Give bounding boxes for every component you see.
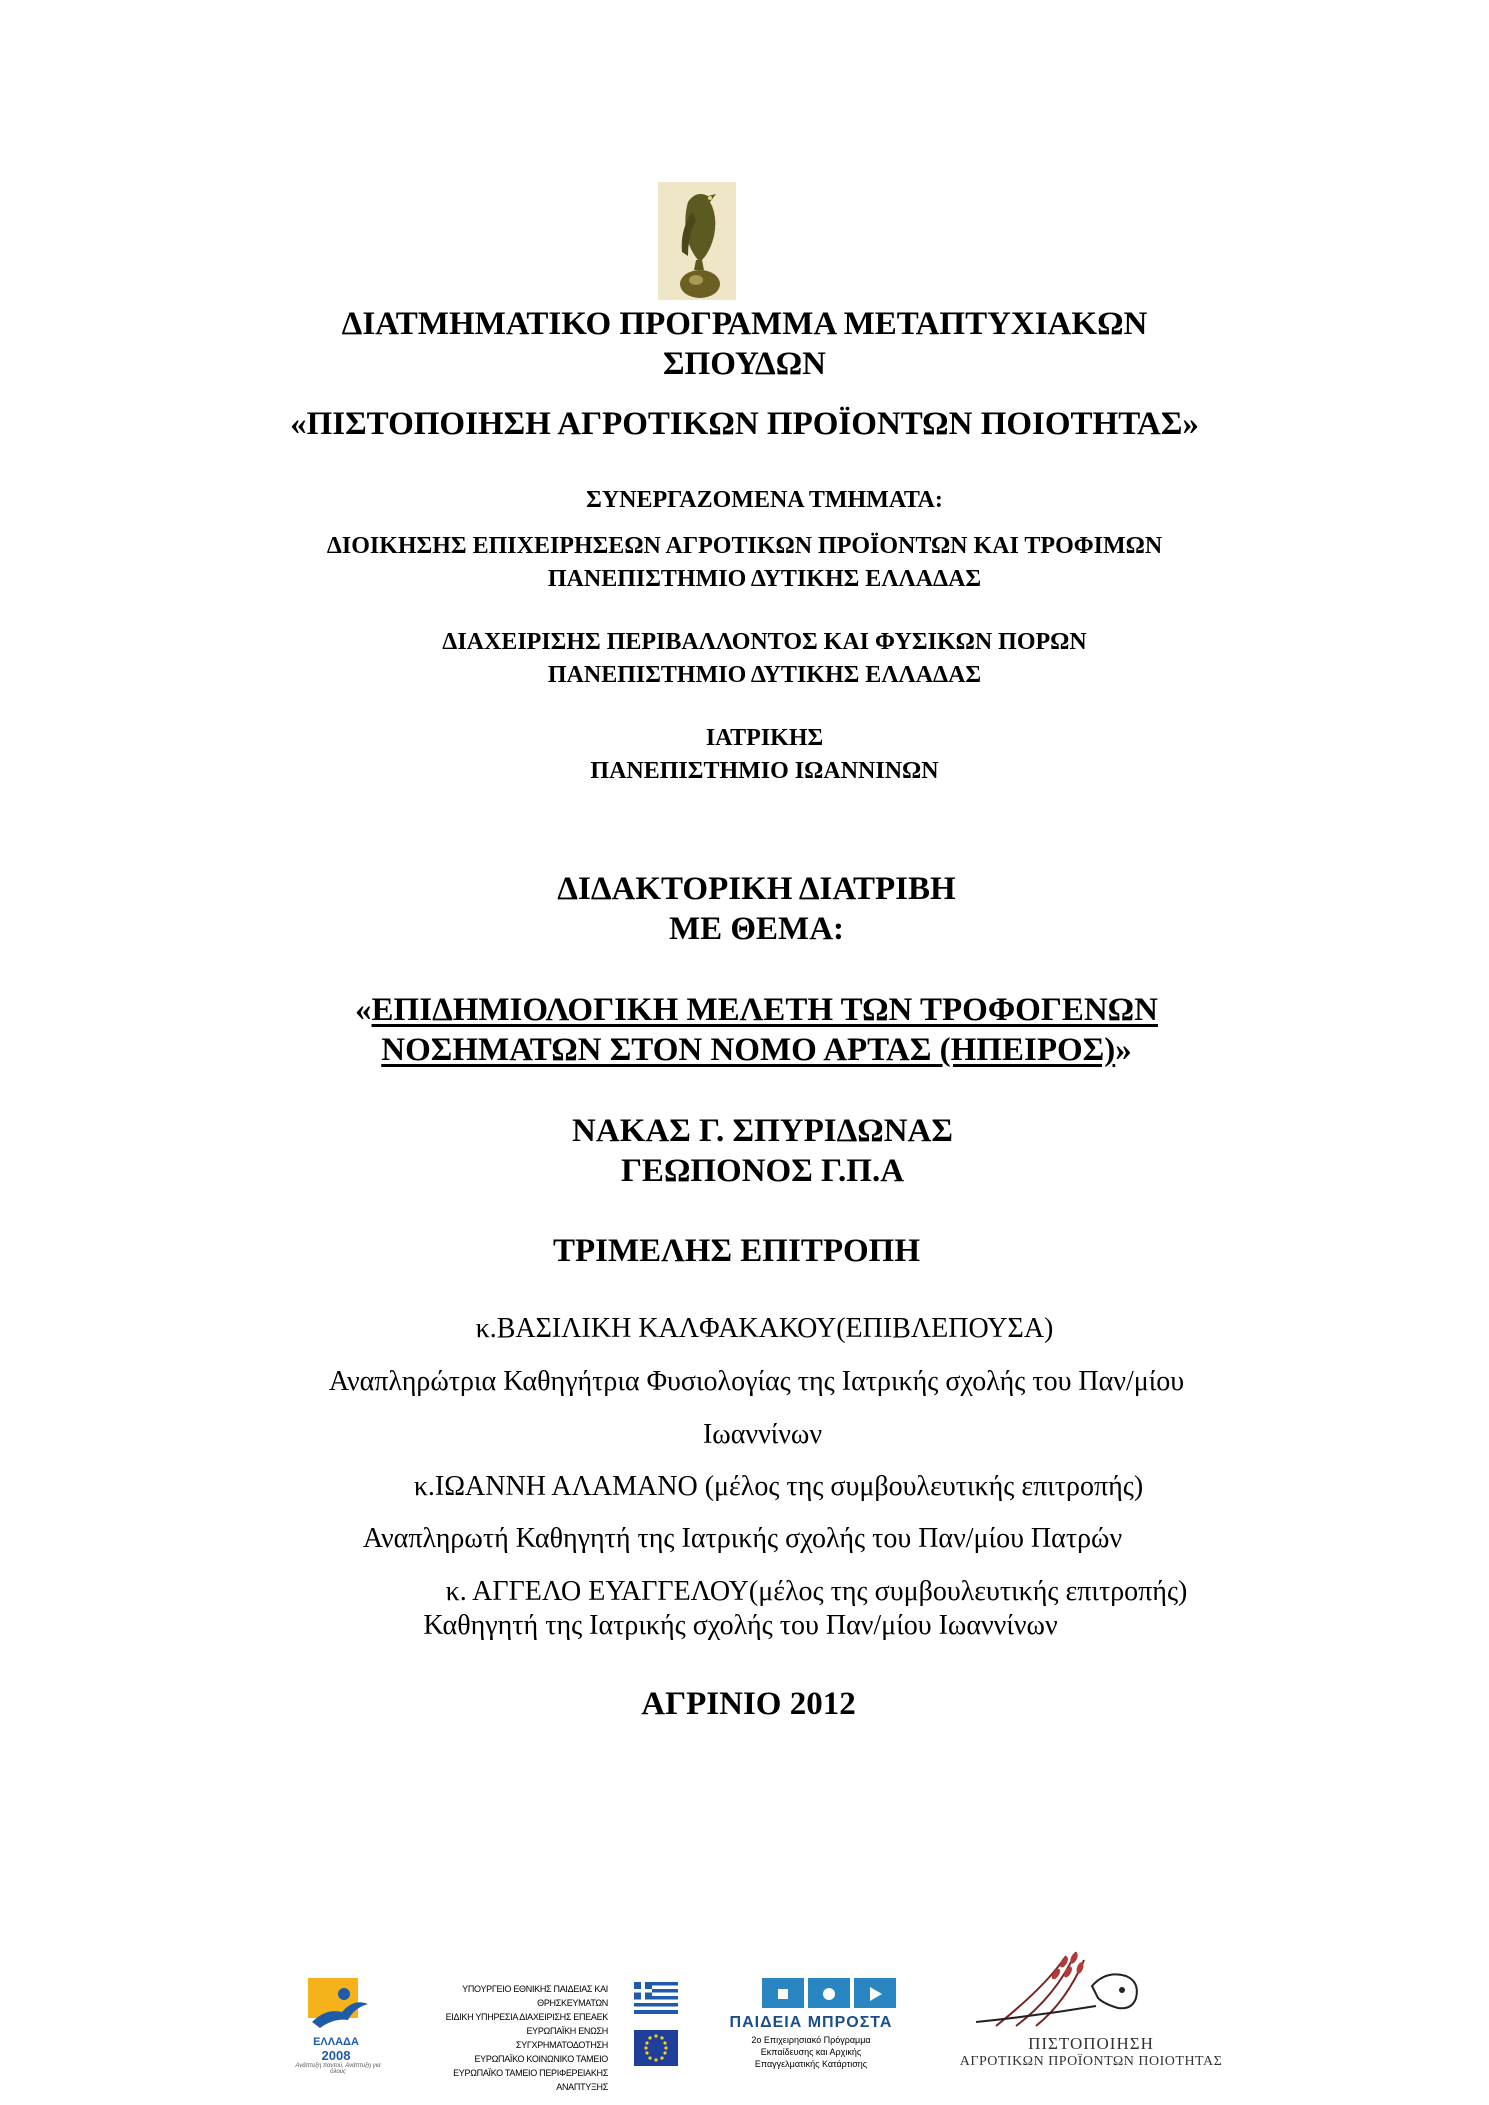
ministry-line-5: ΕΥΡΩΠΑΪΚΟ ΚΟΙΝΩΝΙΚΟ ΤΑΜΕΙΟ	[474, 2054, 608, 2064]
committee-member-1: κ.ΒΑΣΙΛΙΚΗ ΚΑΛΦΑΚΑΚΟΥ(ΕΠΙΒΛΕΠΟΥΣΑ)	[475, 1313, 1054, 1344]
paideia-title: ΠΑΙΔΕΙΑ ΜΠΡΟΣΤΑ	[729, 2014, 893, 2031]
department-3-name: ΙΑΤΡΙΚΗΣ	[705, 725, 824, 751]
thesis-type-line2: ΜΕ ΘΕΜΑ:	[668, 911, 845, 947]
thesis-title-line2	[12, 1032, 1489, 1069]
place-year: ΑΓΡΙΝΙΟ 2012	[641, 1686, 856, 1722]
paideia-line-1: 2ο Επιχειρησιακό Πρόγραμμα	[751, 2035, 871, 2045]
department-2-name: ΔΙΑΧΕΙΡΙΣΗΣ ΠΕΡΙΒΑΛΛΟΝΤΟΣ ΚΑΙ ΦΥΣΙΚΩΝ ΠΟΡΩΝ	[442, 629, 1087, 655]
ministry-block	[408, 1982, 608, 2092]
department-1-university: ΠΑΝΕΠΙΣΤΗΜΙΟ ΔΥΤΙΚΗΣ ΕΛΛΑΔΑΣ	[547, 566, 982, 592]
department-1-name: ΔΙΟΙΚΗΣΗΣ ΕΠΙΧΕΙΡΗΣΕΩΝ ΑΓΡΟΤΙΚΩΝ ΠΡΟΪΟΝΤΩΝ ΚΑΙ ΤΡΟΦΙΜΩΝ	[326, 533, 1163, 559]
committee-member-2: κ.ΙΩΑΝΝΗ ΑΛΑΜΑΝΟ (μέλος της συμβουλευτικής επιτροπής)	[413, 1471, 1144, 1502]
wheat-sheep-icon	[976, 1946, 1176, 2032]
program-name: «ΠΙΣΤΟΠΟΙΗΣΗ ΑΓΡΟΤΙΚΩΝ ΠΡΟΪΟΝΤΩΝ ΠΟΙΟΤΗΤΑΣ»	[290, 406, 1199, 442]
thesis-title-text-1: ΕΠΙΔΗΜΙΟΛΟΓΙΚΗ ΜΕΛΕΤΗ ΤΩΝ ΤΡΟΦΟΓΕΝΩΝ	[371, 992, 1158, 1028]
greece-logo-text: ΕΛΛΑΔΑ	[313, 2036, 359, 2048]
ministry-line-2: ΕΙΔΙΚΗ ΥΠΗΡΕΣΙΑ ΔΙΑΧΕΙΡΙΣΗΣ ΕΠΕΑΕΚ	[445, 2012, 608, 2022]
ministry-line-4: ΣΥΓΧΡΗΜΑΤΟΔΟΤΗΣΗ	[515, 2040, 608, 2050]
committee-heading: ΤΡΙΜΕΛΗΣ ΕΠΙΤΡΟΠΗ	[552, 1233, 920, 1269]
greece-2008-logo	[295, 1978, 381, 2075]
program-title-line2: ΣΠΟΥΔΩΝ	[662, 346, 826, 382]
department-2-university: ΠΑΝΕΠΙΣΤΗΜΙΟ ΔΥΤΙΚΗΣ ΕΛΛΑΔΑΣ	[547, 662, 982, 688]
greek-flag-icon	[634, 1982, 678, 2014]
committee-member-3: κ. ΑΓΓΕΛΟ ΕΥΑΓΓΕΛΟΥ(μέλος της συμβουλευτικής επιτροπής)	[445, 1576, 1188, 1607]
thesis-title-line1	[12, 992, 1489, 1029]
ministry-line-6: ΕΥΡΩΠΑΪΚΟ ΤΑΜΕΙΟ ΠΕΡΙΦΕΡΕΙΑΚΗΣ ΑΝΑΠΤΥΞΗΣ	[453, 2068, 608, 2092]
greece-logo-tagline: Ανάπτυξη παντού, Ανάπτυξη για όλους	[295, 2063, 381, 2075]
thesis-title-text-2: ΝΟΣΗΜΑΤΩΝ ΣΤΟΝ ΝΟΜΟ ΑΡΤΑΣ (ΗΠΕΙΡΟΣ)	[381, 1032, 1116, 1068]
close-quote: »	[1115, 1032, 1132, 1068]
eu-flag-icon	[634, 2030, 678, 2066]
ministry-line-3: ΕΥΡΩΠΑΪΚΗ ΕΝΩΣΗ	[526, 2026, 608, 2036]
paideia-line-2: Εκπαίδευσης και Αρχικής	[760, 2047, 862, 2057]
greece-logo-year: 2008	[321, 2048, 351, 2063]
certification-logo-line1: ΠΙΣΤΟΠΟΙΗΣΗ	[1028, 2034, 1154, 2053]
committee-member-1-title-cont: Ιωαννίνων	[702, 1419, 823, 1450]
certification-program-logo	[926, 1946, 1256, 2074]
committee-member-2-title: Αναπληρωτή Καθηγητή της Ιατρικής σχολής του Παν/μίου Πατρών	[362, 1523, 1123, 1554]
paideia-line-3: Επαγγελματικής Κατάρτισης	[754, 2059, 868, 2069]
committee-member-3-title: Καθηγητή της Ιατρικής σχολής του Παν/μίου Ιωαννίνων	[423, 1610, 1058, 1641]
paideia-squares-icon	[762, 1978, 898, 2010]
committee-member-1-title: Αναπληρώτρια Καθηγήτρια Φυσιολογίας της Ιατρικής σχολής του Παν/μίου	[328, 1366, 1185, 1397]
thesis-type-line1: ΔΙΔΑΚΤΟΡΙΚΗ ΔΙΑΤΡΙΒΗ	[557, 871, 956, 907]
program-title-line1: ΔΙΑΤΜΗΜΑΤΙΚΟ ΠΡΟΓΡΑΜΜΑ ΜΕΤΑΠΤΥΧΙΑΚΩΝ	[341, 306, 1148, 342]
certification-logo-line2: ΑΓΡΟΤΙΚΩΝ ΠΡΟΪΟΝΤΩΝ ΠΟΙΟΤΗΤΑΣ	[959, 2054, 1223, 2069]
departments-heading: ΣΥΝΕΡΓΑΖΟΜΕΝΑ ΤΜΗΜΑΤΑ:	[586, 487, 943, 513]
author-name: ΝΑΚΑΣ Γ. ΣΠΥΡΙΔΩΝΑΣ	[572, 1113, 953, 1149]
ministry-line-1: ΥΠΟΥΡΓΕΙΟ ΕΘΝΙΚΗΣ ΠΑΙΔΕΙΑΣ ΚΑΙ ΘΡΗΣΚΕΥΜΑΤΩΝ	[462, 1984, 608, 2008]
open-quote: «	[355, 992, 372, 1028]
university-crest-icon	[658, 182, 736, 300]
sun-figure-icon	[296, 1978, 376, 2038]
paideia-mprosta-logo	[718, 1978, 904, 2070]
department-3-university: ΠΑΝΕΠΙΣΤΗΜΙΟ ΙΩΑΝΝΙΝΩΝ	[590, 758, 939, 784]
author-title: ΓΕΩΠΟΝΟΣ Γ.Π.Α	[620, 1153, 905, 1189]
